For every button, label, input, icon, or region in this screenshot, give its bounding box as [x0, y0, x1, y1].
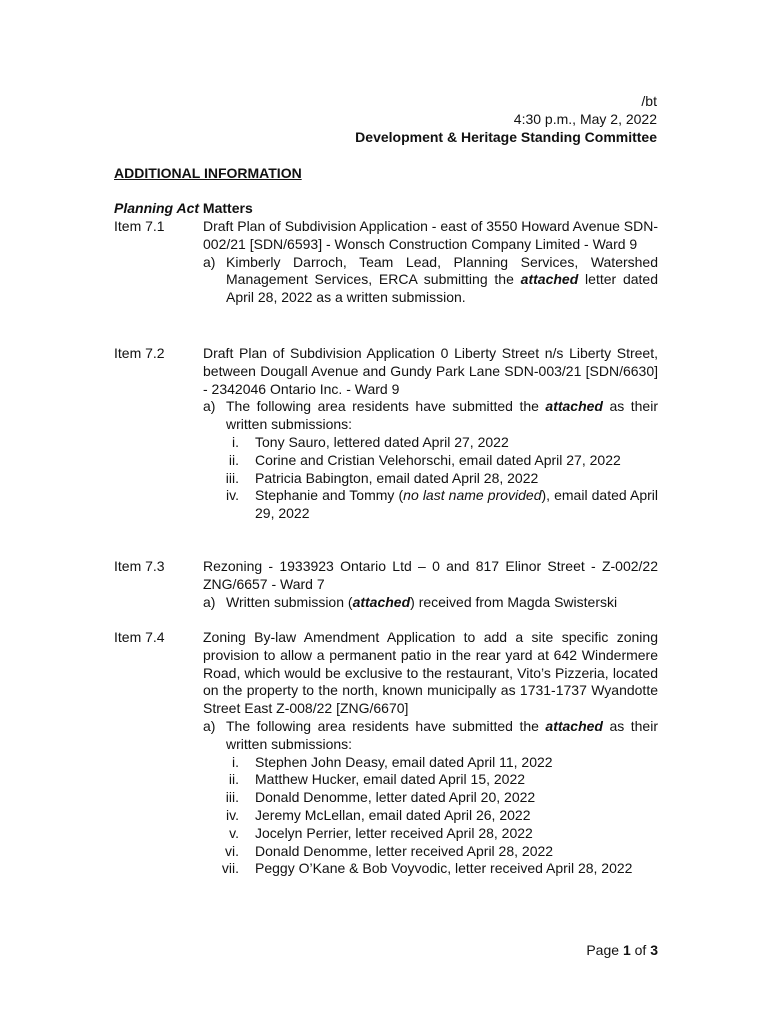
page-number-footer: Page 1 of 3	[586, 942, 658, 958]
sub-text: The following area residents have submitted the attached as their written submissions:	[226, 717, 658, 752]
agenda-item-7-1	[114, 218, 658, 307]
attached-emph: attached	[352, 593, 411, 610]
sub-text: The following area residents have submitted the attached as their written submissions:	[226, 398, 658, 433]
item-title: Rezoning - 1933923 Ontario Ltd – 0 and 817 Elinor Street - Z-002/22 ZNG/6657 - Ward 7	[203, 558, 658, 592]
header-datetime: 4:30 p.m., May 2, 2022	[513, 111, 657, 127]
item-label: Item 7.4	[114, 629, 165, 645]
planning-act-italic: Planning Act	[114, 200, 200, 216]
item-sub-a	[203, 398, 658, 434]
item-sub-a	[203, 718, 658, 754]
header-initials: /bt	[641, 93, 657, 109]
list-item: iii. Patricia Babington, email dated April 28, 2022	[225, 469, 539, 486]
sub-letter: a)	[203, 253, 216, 270]
sub-letter: a)	[203, 717, 216, 734]
item-label: Item 7.1	[114, 218, 165, 234]
item-title: Draft Plan of Subdivision Application - east of 3550 Howard Avenue SDN-002/21 [SDN/6593] - Wonsch Construction Company Limited - Ward 9	[203, 218, 658, 252]
item-sub-a	[203, 254, 658, 307]
list-item: i. Tony Sauro, lettered dated April 27, 2022	[232, 433, 509, 450]
item-label: Item 7.3	[114, 558, 165, 574]
header-committee: Development & Heritage Standing Committee	[355, 129, 657, 145]
item-label: Item 7.2	[114, 345, 165, 361]
agenda-item-7-4	[114, 629, 658, 878]
list-item: iv. Stephanie and Tommy (no last name provided), email dated April 29, 2022	[226, 487, 658, 522]
attached-emph: attached	[545, 398, 603, 415]
sub-text: Kimberly Darroch, Team Lead, Planning Services, Watershed Management Services, ERCA submitting the attached letter dated April 28, 2022 as a written submission.	[226, 253, 658, 306]
section-heading: ADDITIONAL INFORMATION	[114, 165, 302, 181]
attached-emph: attached	[520, 271, 579, 288]
list-item: i. Stephen John Deasy, email dated April 11, 2022	[232, 753, 553, 770]
agenda-item-7-3	[114, 558, 658, 611]
list-item: ii. Corine and Cristian Velehorschi, email dated April 27, 2022	[228, 451, 621, 468]
agenda-item-7-2	[114, 345, 658, 523]
list-item: v. Jocelyn Perrier, letter received April 28, 2022	[229, 824, 533, 841]
list-item: iii. Donald Denomme, letter dated April 20, 2022	[225, 789, 536, 806]
item-title: Zoning By-law Amendment Application to add a site specific zoning provision to allow a permanent patio in the rear yard at 642 Windermere Road, which would be exclusive to the restaurant, Vito’s Pizzeria, located on the property to the north, known municipally as 1731-1737 Wyandotte Street East Z-008/22 [ZNG/6670]	[203, 629, 658, 717]
list-item: vi. Donald Denomme, letter received April 28, 2022	[225, 842, 554, 859]
planning-act-title	[114, 200, 253, 218]
sub-text: Written submission (attached) received from Magda Swisterski	[226, 593, 618, 610]
sub-letter: a)	[203, 593, 216, 610]
document-header	[355, 93, 657, 147]
list-item: vii. Peggy O’Kane & Bob Voyvodic, letter received April 28, 2022	[221, 860, 633, 877]
no-last-name-emph: no last name provided	[403, 487, 542, 504]
list-item: iv. Jeremy McLellan, email dated April 26, 2022	[226, 806, 531, 823]
sub-letter: a)	[203, 398, 216, 415]
planning-act-rest: Matters	[199, 200, 253, 216]
item-sub-a	[203, 594, 658, 612]
item-title: Draft Plan of Subdivision Application 0 Liberty Street n/s Liberty Street, between Dougall Avenue and Gundy Park Lane SDN-003/21 [SDN/6630] - 2342046 Ontario Inc. - Ward 9	[203, 345, 658, 397]
attached-emph: attached	[545, 717, 603, 734]
list-item: ii. Matthew Hucker, email dated April 15, 2022	[228, 771, 526, 788]
